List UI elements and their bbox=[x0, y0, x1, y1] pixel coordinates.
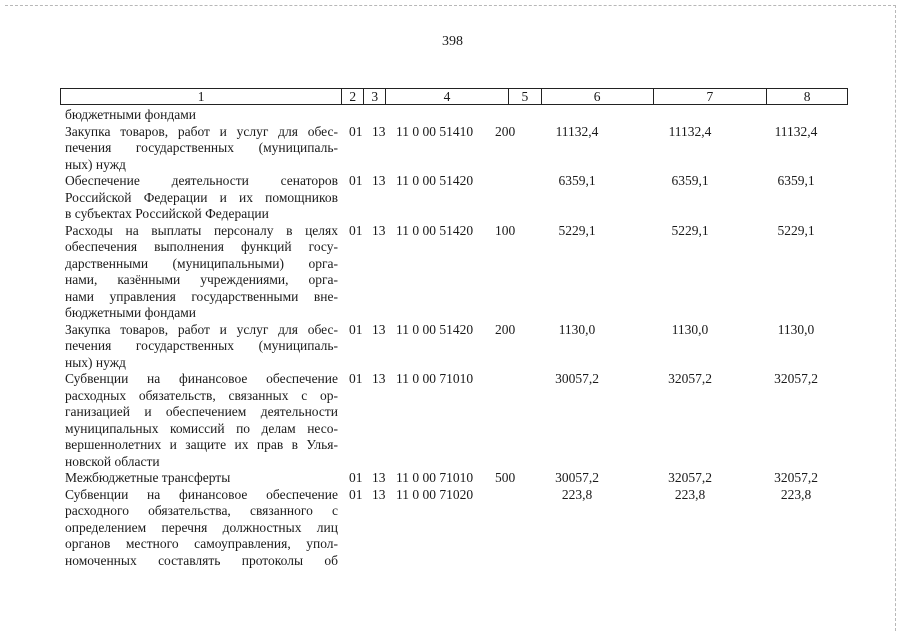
target-article: 11 0 00 71020 bbox=[396, 486, 474, 502]
row-description bbox=[65, 173, 338, 223]
header-col-7: 7 bbox=[654, 89, 768, 104]
section-code: 01 bbox=[349, 321, 363, 337]
amount-col-7: 32057,2 bbox=[668, 371, 712, 386]
target-article: 11 0 00 51420 bbox=[396, 222, 474, 238]
description-line: ных) нужд bbox=[65, 354, 126, 370]
amount-col-8: 32057,2 bbox=[774, 371, 818, 386]
table-row bbox=[65, 371, 855, 470]
subsection-code: 13 bbox=[372, 486, 386, 502]
header-col-2: 2 bbox=[342, 89, 364, 104]
description-line: Субвенции на финансовое обеспечение bbox=[65, 371, 338, 386]
description-line: вершеннолетних и защите их прав в Улья- bbox=[65, 437, 338, 452]
description-line: Субвенции на финансовое обеспечение bbox=[65, 486, 338, 502]
row-description bbox=[65, 124, 338, 174]
description-line: расходных обязательств, связанных с ор- bbox=[65, 387, 338, 403]
expense-type: 200 bbox=[495, 321, 516, 337]
amount-col-7: 6359,1 bbox=[671, 173, 709, 188]
table-row bbox=[65, 173, 855, 223]
amount-col-6: 30057,2 bbox=[555, 371, 599, 386]
subsection-code: 13 bbox=[372, 321, 386, 337]
section-code: 01 bbox=[349, 173, 363, 188]
description-line: в субъектах Российской Федерации bbox=[65, 206, 269, 221]
row-description bbox=[65, 470, 338, 487]
description-line: Закупка товаров, работ и услуг для обес- bbox=[65, 123, 338, 139]
subsection-code: 13 bbox=[372, 173, 386, 188]
table-body bbox=[65, 107, 855, 569]
description-line: Расходы на выплаты персоналу в целях bbox=[65, 222, 338, 238]
amount-col-6: 11132,4 bbox=[555, 123, 599, 139]
description-line: бюджетными фондами bbox=[65, 107, 196, 122]
subsection-code: 13 bbox=[372, 371, 386, 386]
table-row bbox=[65, 470, 855, 487]
description-line: расходного обязательства, связанного с bbox=[65, 503, 338, 518]
description-line: печения государственных (муниципаль- bbox=[65, 338, 338, 353]
row-description bbox=[65, 107, 338, 124]
expense-type: 500 bbox=[495, 470, 516, 485]
table-row bbox=[65, 107, 855, 124]
table-row bbox=[65, 223, 855, 322]
amount-col-8: 223,8 bbox=[780, 486, 812, 502]
amount-col-7: 1130,0 bbox=[671, 321, 709, 337]
header-col-6: 6 bbox=[542, 89, 654, 104]
section-code: 01 bbox=[349, 222, 363, 238]
amount-col-6: 1130,0 bbox=[558, 321, 596, 337]
amount-col-8: 32057,2 bbox=[774, 470, 818, 485]
amount-col-8: 6359,1 bbox=[777, 173, 815, 188]
description-line: определением перечня должностных лиц bbox=[65, 519, 338, 535]
description-line: Обеспечение деятельности сенаторов bbox=[65, 173, 338, 188]
header-col-1: 1 bbox=[61, 89, 342, 104]
table-header bbox=[60, 88, 848, 105]
table-row bbox=[65, 322, 855, 372]
table-row bbox=[65, 124, 855, 174]
description-line: обеспечения выполнения функций госу- bbox=[65, 239, 338, 254]
amount-col-6: 30057,2 bbox=[555, 470, 599, 485]
amount-col-6: 5229,1 bbox=[558, 222, 596, 238]
target-article: 11 0 00 71010 bbox=[396, 470, 474, 485]
description-line: печения государственных (муниципаль- bbox=[65, 140, 338, 155]
amount-col-7: 11132,4 bbox=[668, 123, 712, 139]
target-article: 11 0 00 71010 bbox=[396, 371, 474, 386]
description-line: номоченных составлять протоколы об bbox=[65, 552, 338, 568]
row-description bbox=[65, 371, 338, 470]
description-line: ганизацией и обеспечением деятельности bbox=[65, 404, 338, 419]
header-col-3: 3 bbox=[364, 89, 386, 104]
amount-col-8: 1130,0 bbox=[777, 321, 815, 337]
amount-col-7: 223,8 bbox=[674, 486, 706, 502]
description-line: Закупка товаров, работ и услуг для обес- bbox=[65, 321, 338, 337]
section-code: 01 bbox=[349, 470, 363, 485]
description-line: ных) нужд bbox=[65, 156, 126, 172]
row-description bbox=[65, 487, 338, 570]
amount-col-7: 32057,2 bbox=[668, 470, 712, 485]
page-number: 398 bbox=[442, 34, 463, 49]
amount-col-7: 5229,1 bbox=[671, 222, 709, 238]
expense-type: 200 bbox=[495, 123, 516, 139]
amount-col-8: 5229,1 bbox=[777, 222, 815, 238]
header-col-8: 8 bbox=[803, 89, 811, 104]
header-col-5: 5 bbox=[509, 89, 542, 104]
amount-col-6: 6359,1 bbox=[558, 173, 596, 188]
section-code: 01 bbox=[349, 371, 363, 386]
header-col-4: 4 bbox=[386, 89, 509, 104]
row-description bbox=[65, 322, 338, 372]
section-code: 01 bbox=[349, 123, 363, 139]
expense-type: 100 bbox=[495, 222, 516, 238]
amount-col-8: 11132,4 bbox=[774, 123, 818, 139]
description-line: Российской Федерации и их помощников bbox=[65, 189, 338, 205]
subsection-code: 13 bbox=[372, 222, 386, 238]
row-description bbox=[65, 223, 338, 322]
description-line: Межбюджетные трансферты bbox=[65, 470, 231, 485]
target-article: 11 0 00 51420 bbox=[396, 321, 474, 337]
section-code: 01 bbox=[349, 486, 363, 502]
target-article: 11 0 00 51420 bbox=[396, 173, 474, 188]
description-line: нами, казёнными учреждениями, орга- bbox=[65, 272, 338, 287]
description-line: новской области bbox=[65, 453, 160, 469]
description-line: муниципальных комиссий по делам несо- bbox=[65, 420, 338, 436]
description-line: дарственными (муниципальными) орга- bbox=[65, 255, 338, 271]
description-line: нами управления государственными вне- bbox=[65, 288, 338, 304]
description-line: бюджетными фондами bbox=[65, 305, 196, 320]
description-line: органов местного самоуправления, упол- bbox=[65, 536, 338, 551]
subsection-code: 13 bbox=[372, 123, 386, 139]
target-article: 11 0 00 51410 bbox=[396, 123, 474, 139]
amount-col-6: 223,8 bbox=[561, 486, 593, 502]
subsection-code: 13 bbox=[372, 470, 386, 485]
table-row bbox=[65, 487, 855, 570]
